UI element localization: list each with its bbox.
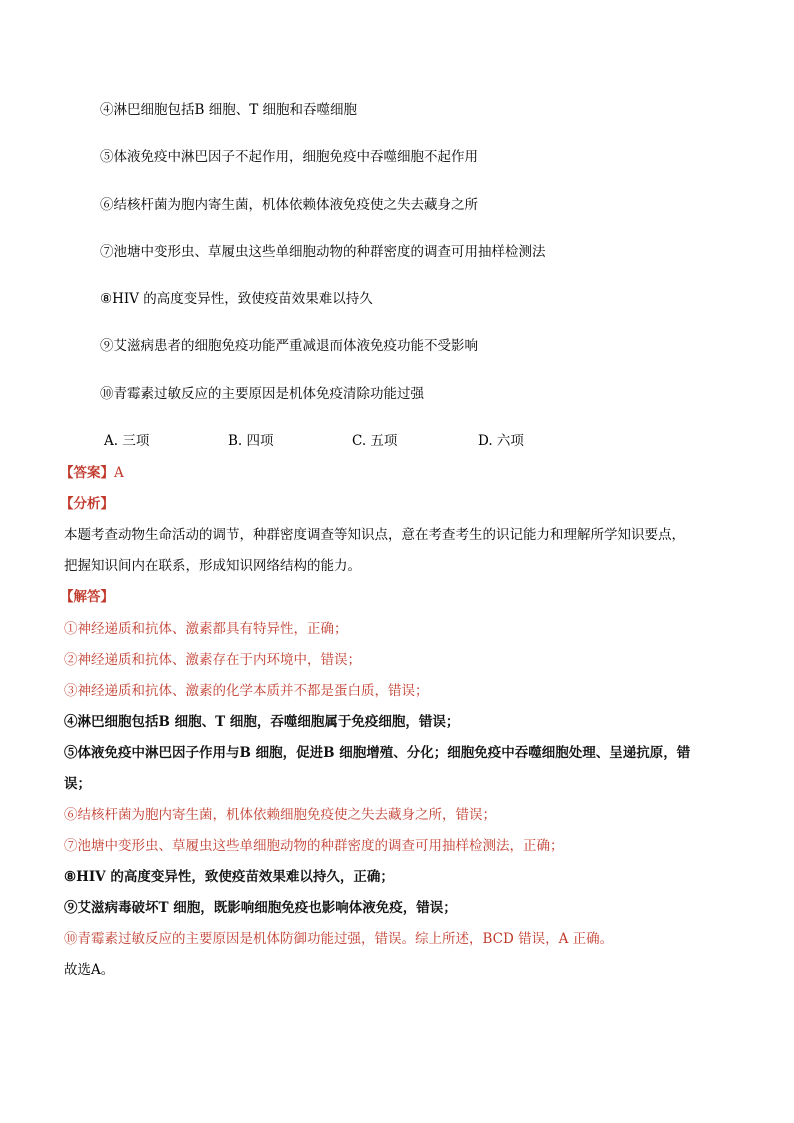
solution-line-3: ③神经递质和抗体、激素的化学本质并不都是蛋白质，错误； [64, 683, 429, 699]
answer-label: 【答案】 [60, 465, 114, 481]
answer-section [60, 463, 124, 483]
answer-options [104, 431, 664, 451]
statement-10: ⑩青霉素过敏反应的主要原因是机体免疫清除功能过强 [100, 386, 424, 402]
solution-line-6: ⑥结核杆菌为胞内寄生菌，机体依赖细胞免疫使之失去藏身之所，错误； [64, 807, 496, 823]
option-d: D. 六项 [478, 433, 524, 449]
answer-value: A [114, 465, 124, 481]
statement-7: ⑦池塘中变形虫、草履虫这些单细胞动物的种群密度的调查可用抽样检测法 [100, 244, 546, 260]
solution-line-2: ②神经递质和抗体、激素存在于内环境中，错误； [64, 652, 361, 668]
solution-line-5-cont: 误； [64, 776, 91, 792]
solution-line-10: ⑩青霉素过敏反应的主要原因是机体防御功能过强，错误。综上所述，BCD 错误，A 正确。 [64, 931, 614, 947]
statement-8: ⑧HIV 的高度变异性，致使疫苗效果难以持久 [100, 291, 373, 307]
solution-line-8: ⑧HIV 的高度变异性，致使疫苗效果难以持久，正确； [64, 869, 394, 885]
option-b: B. 四项 [228, 433, 274, 449]
solution-line-1: ①神经递质和抗体、激素都具有特异性，正确； [64, 621, 348, 637]
option-c: C. 五项 [352, 433, 398, 449]
solution-line-4: ④淋巴细胞包括B 细胞、T 细胞，吞噬细胞属于免疫细胞，错误； [64, 714, 460, 730]
solution-label: 【解答】 [60, 589, 114, 605]
statement-4: ④淋巴细胞包括B 细胞、T 细胞和吞噬细胞 [100, 102, 358, 118]
statement-6: ⑥结核杆菌为胞内寄生菌，机体依赖体液免疫使之失去藏身之所 [100, 197, 478, 213]
statement-5: ⑤体液免疫中淋巴因子不起作用，细胞免疫中吞噬细胞不起作用 [100, 149, 478, 165]
analysis-label: 【分析】 [60, 496, 114, 512]
analysis-line-2: 把握知识间内在联系，形成知识网络结构的能力。 [64, 558, 361, 574]
solution-line-5: ⑤体液免疫中淋巴因子作用与B 细胞，促进B 细胞增殖、分化；细胞免疫中吞噬细胞处理、呈递抗原，错 [64, 745, 691, 761]
analysis-line-1: 本题考查动物生命活动的调节，种群密度调查等知识点，意在考查考生的识记能力和理解所学知识要点， [64, 527, 685, 543]
solution-line-7: ⑦池塘中变形虫、草履虫这些单细胞动物的种群密度的调查可用抽样检测法，正确； [64, 838, 564, 854]
statement-9: ⑨艾滋病患者的细胞免疫功能严重减退而体液免疫功能不受影响 [100, 338, 478, 354]
solution-conclusion: 故选A。 [64, 962, 115, 978]
option-a: A. 三项 [104, 433, 150, 449]
solution-line-9: ⑨艾滋病毒破坏T 细胞，既影响细胞免疫也影响体液免疫，错误； [64, 900, 457, 916]
